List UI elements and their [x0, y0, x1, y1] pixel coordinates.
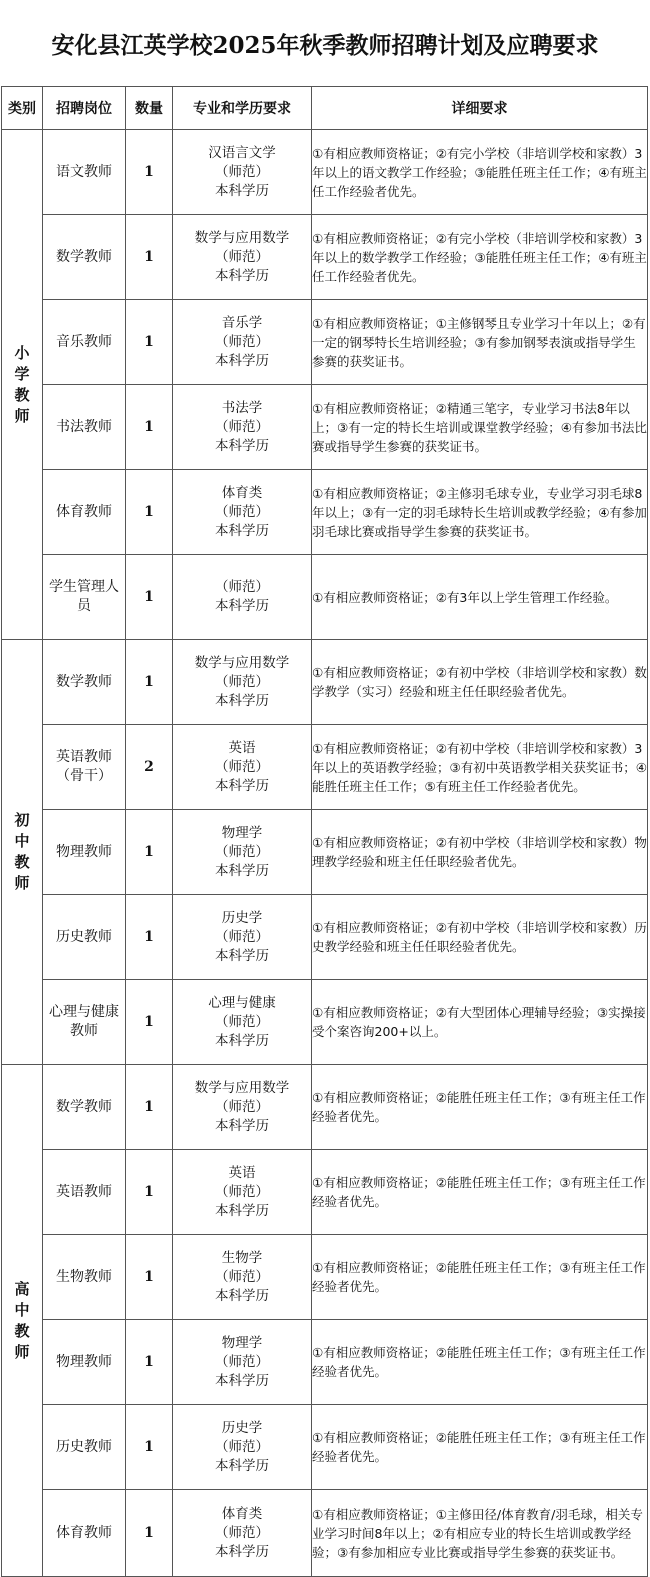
header-position: 招聘岗位: [43, 87, 126, 130]
position-cell: 英语教师: [43, 1150, 126, 1235]
table-row: [2, 130, 648, 215]
major-cell: [173, 1150, 312, 1235]
major-line: 数学与应用数学: [194, 229, 290, 246]
document-title: 安化县江英学校2025年秋季教师招聘计划及应聘要求: [51, 31, 599, 59]
major-line: （师范）: [215, 843, 269, 860]
count-cell: 1: [126, 1405, 173, 1490]
major-line: （师范）: [215, 928, 269, 945]
major-line: 英语: [228, 739, 256, 756]
major-line: （师范）: [215, 1438, 269, 1455]
table-row: [2, 385, 648, 470]
major-cell: [173, 470, 312, 555]
count-cell: 1: [126, 1320, 173, 1405]
major-line: （师范）: [215, 503, 269, 520]
details-cell: ①有相应教师资格证；②有初中学校（非培训学校和家教）历史教学经验和班主任任职经验者优先。: [312, 895, 648, 980]
table-row: [2, 1235, 648, 1320]
category-cell: [2, 1065, 43, 1577]
details-cell: ①有相应教师资格证；②主修羽毛球专业，专业学习羽毛球8年以上；③有一定的羽毛球特长生培训或教学经验；④有参加羽毛球比赛或指导学生参赛的获奖证书。: [312, 470, 648, 555]
major-line: 本科学历: [215, 1372, 269, 1389]
major-line: 汉语言文学: [208, 144, 276, 161]
major-cell: [173, 725, 312, 810]
table-row: [2, 1490, 648, 1577]
category-label: 初中教师: [14, 811, 30, 892]
major-line: 本科学历: [215, 598, 269, 614]
major-cell: [173, 385, 312, 470]
count-cell: 2: [126, 725, 173, 810]
position-cell: 历史教师: [43, 895, 126, 980]
major-line: （师范）: [215, 1353, 269, 1370]
details-cell: ①有相应教师资格证；②有初中学校（非培训学校和家教）物理教学经验和班主任任职经验者优先。: [312, 810, 648, 895]
details-cell: ①有相应教师资格证；①主修钢琴且专业学习十年以上；②有一定的钢琴特长生培训经验；③有参加钢琴表演或指导学生参赛的获奖证书。: [312, 300, 648, 385]
major-line: 数学与应用数学: [194, 1079, 290, 1096]
major-line: 生物学: [221, 1249, 263, 1266]
table-row: [2, 725, 648, 810]
major-line: 本科学历: [215, 862, 269, 879]
recruitment-table: [1, 86, 648, 1577]
details-cell: ①有相应教师资格证；①主修田径/体育教育/羽毛球，相关专业学习时间8年以上；②有相应专业的特长生培训或教学经验；③有参加相应专业比赛或指导学生参赛的获奖证书。: [312, 1490, 648, 1577]
major-line: （师范）: [215, 333, 269, 350]
major-line: 体育类: [221, 1505, 263, 1522]
position-cell: 数学教师: [43, 215, 126, 300]
details-cell: ①有相应教师资格证；②有3年以上学生管理工作经验。: [312, 555, 648, 640]
major-line: 本科学历: [215, 1202, 269, 1219]
category-cell: [2, 130, 43, 640]
major-cell: [173, 130, 312, 215]
major-line: 本科学历: [215, 182, 269, 199]
position-cell: 心理与健康教师: [43, 980, 126, 1065]
major-line: （师范）: [215, 1098, 269, 1115]
count-cell: 1: [126, 470, 173, 555]
table-row: [2, 1405, 648, 1490]
major-line: （师范）: [215, 418, 269, 435]
position-cell: 历史教师: [43, 1405, 126, 1490]
major-cell: [173, 895, 312, 980]
position-cell: 物理教师: [43, 810, 126, 895]
position-cell: 音乐教师: [43, 300, 126, 385]
major-line: （师范）: [215, 673, 269, 690]
major-cell: [173, 640, 312, 725]
table-row: [2, 980, 648, 1065]
details-cell: ①有相应教师资格证；②有初中学校（非培训学校和家教）3年以上的英语教学经验；③有初中英语教学相关获奖证书；④能胜任班主任工作；⑤有班主任工作经验者优先。: [312, 725, 648, 810]
major-line: （师范）: [215, 163, 269, 180]
position-cell: 学生管理人员: [43, 555, 126, 640]
details-cell: ①有相应教师资格证；②有完小学校（非培训学校和家教）3年以上的数学教学工作经验；③能胜任班主任工作；④有班主任工作经验者优先。: [312, 215, 648, 300]
table-row: [2, 1150, 648, 1235]
major-line: （师范）: [215, 1013, 269, 1030]
major-line: （师范）: [215, 248, 269, 265]
details-cell: ①有相应教师资格证；②能胜任班主任工作；③有班主任工作经验者优先。: [312, 1150, 648, 1235]
major-cell: [173, 1490, 312, 1577]
count-cell: 1: [126, 555, 173, 640]
details-cell: ①有相应教师资格证；②有完小学校（非培训学校和家教）3年以上的语文教学工作经验；③能胜任班主任工作；④有班主任工作经验者优先。: [312, 130, 648, 215]
major-line: （师范）: [215, 1268, 269, 1285]
count-cell: 1: [126, 1065, 173, 1150]
position-cell: 语文教师: [43, 130, 126, 215]
category-cell: [2, 640, 43, 1065]
table-header-row: [2, 87, 648, 130]
major-line: 心理与健康: [208, 994, 276, 1011]
major-line: 英语: [228, 1164, 256, 1181]
major-line: 历史学: [221, 909, 263, 926]
position-cell: 体育教师: [43, 470, 126, 555]
count-cell: 1: [126, 1235, 173, 1320]
major-line: 音乐学: [221, 314, 263, 331]
major-line: 物理学: [221, 824, 263, 841]
major-cell: [173, 980, 312, 1065]
count-cell: 1: [126, 1490, 173, 1577]
header-details: 详细要求: [312, 87, 648, 130]
major-line: 本科学历: [215, 692, 269, 709]
details-cell: ①有相应教师资格证；②能胜任班主任工作；③有班主任工作经验者优先。: [312, 1320, 648, 1405]
position-cell: 体育教师: [43, 1490, 126, 1577]
major-line: 物理学: [221, 1334, 263, 1351]
major-line: 本科学历: [215, 352, 269, 369]
table-row: [2, 470, 648, 555]
header-category: 类别: [2, 87, 43, 130]
major-line: 数学与应用数学: [194, 654, 290, 671]
details-cell: ①有相应教师资格证；②能胜任班主任工作；③有班主任工作经验者优先。: [312, 1065, 648, 1150]
category-label: 小学教师: [14, 343, 30, 425]
header-major: 专业和学历要求: [173, 87, 312, 130]
major-line: 历史学: [221, 1419, 263, 1436]
table-row: [2, 555, 648, 640]
details-cell: ①有相应教师资格证；②能胜任班主任工作；③有班主任工作经验者优先。: [312, 1235, 648, 1320]
position-cell: 书法教师: [43, 385, 126, 470]
position-cell: 生物教师: [43, 1235, 126, 1320]
position-cell: 英语教师（骨干）: [43, 725, 126, 810]
major-line: 本科学历: [215, 267, 269, 284]
count-cell: 1: [126, 385, 173, 470]
major-line: 本科学历: [215, 437, 269, 454]
position-cell: 数学教师: [43, 1065, 126, 1150]
position-cell: 数学教师: [43, 640, 126, 725]
major-line: 本科学历: [215, 1457, 269, 1474]
major-line: （师范）: [215, 1183, 269, 1200]
major-line: （师范）: [215, 1524, 269, 1541]
count-cell: 1: [126, 1150, 173, 1235]
count-cell: 1: [126, 300, 173, 385]
count-cell: 1: [126, 810, 173, 895]
major-line: （师范）: [215, 579, 269, 595]
major-line: 本科学历: [215, 522, 269, 539]
major-cell: [173, 555, 312, 640]
major-line: 体育类: [221, 484, 263, 501]
major-line: 本科学历: [215, 777, 269, 794]
table-body: [2, 130, 648, 1577]
table-row: [2, 810, 648, 895]
table-row: [2, 640, 648, 725]
table-row: [2, 1065, 648, 1150]
table-row: [2, 300, 648, 385]
position-cell: 物理教师: [43, 1320, 126, 1405]
major-line: 本科学历: [215, 1032, 269, 1049]
major-cell: [173, 1405, 312, 1490]
count-cell: 1: [126, 895, 173, 980]
details-cell: ①有相应教师资格证；②有大型团体心理辅导经验；③实操接受个案咨询200+以上。: [312, 980, 648, 1065]
major-line: 书法学: [221, 399, 263, 416]
details-cell: ①有相应教师资格证；②精通三笔字，专业学习书法8年以上；③有一定的特长生培训或课堂教学经验；④有参加书法比赛或指导学生参赛的获奖证书。: [312, 385, 648, 470]
major-line: （师范）: [215, 758, 269, 775]
count-cell: 1: [126, 640, 173, 725]
table-row: [2, 895, 648, 980]
major-line: 本科学历: [215, 1543, 269, 1560]
major-line: 本科学历: [215, 947, 269, 964]
major-cell: [173, 300, 312, 385]
details-cell: ①有相应教师资格证；②能胜任班主任工作；③有班主任工作经验者优先。: [312, 1405, 648, 1490]
table-row: [2, 1320, 648, 1405]
header-count: 数量: [126, 87, 173, 130]
major-cell: [173, 1235, 312, 1320]
table-row: [2, 215, 648, 300]
count-cell: 1: [126, 215, 173, 300]
major-line: 本科学历: [215, 1287, 269, 1304]
count-cell: 1: [126, 980, 173, 1065]
major-cell: [173, 810, 312, 895]
major-line: 本科学历: [215, 1117, 269, 1134]
major-cell: [173, 1065, 312, 1150]
category-label: 高中教师: [14, 1279, 30, 1361]
count-cell: 1: [126, 130, 173, 215]
major-cell: [173, 215, 312, 300]
details-cell: ①有相应教师资格证；②有初中学校（非培训学校和家教）数学教学（实习）经验和班主任任职经验者优先。: [312, 640, 648, 725]
major-cell: [173, 1320, 312, 1405]
